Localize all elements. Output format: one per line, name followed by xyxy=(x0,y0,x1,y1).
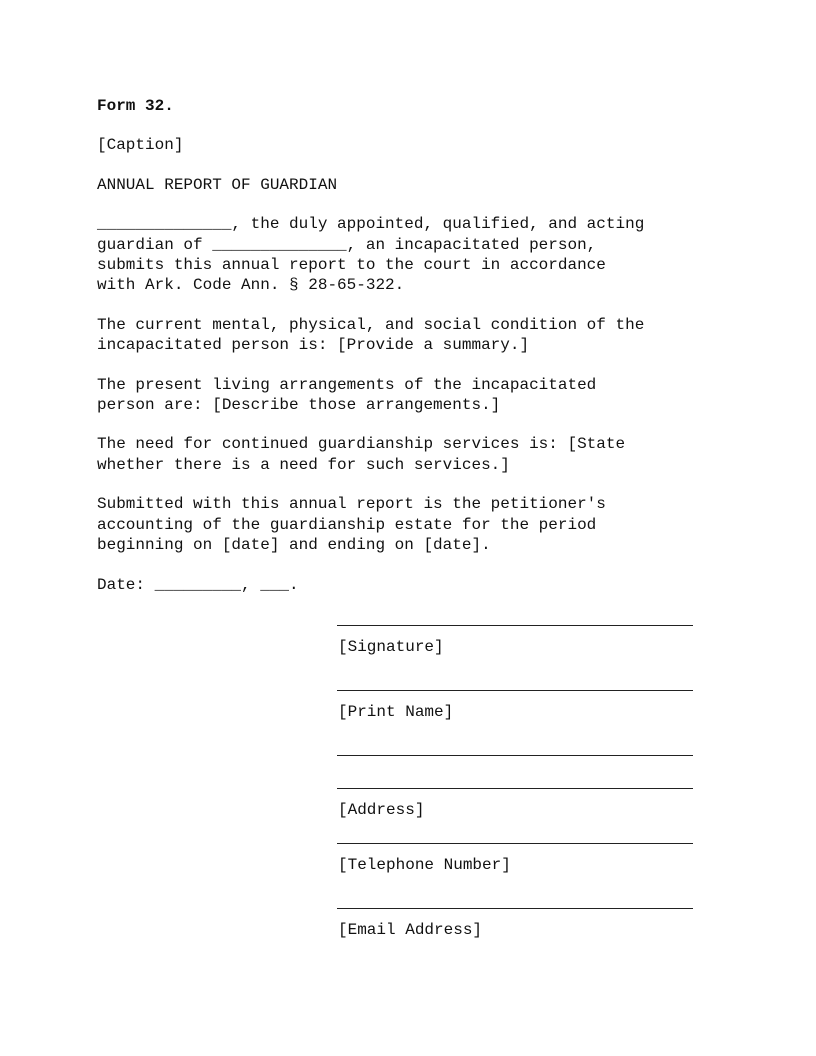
guardianship-need-paragraph: The need for continued guardianship services is: [State whether there is a need for such services.] xyxy=(97,435,626,474)
email-line xyxy=(337,908,693,909)
print-name-label: [Print Name] xyxy=(338,703,454,721)
address-label: [Address] xyxy=(338,801,425,819)
form-body xyxy=(97,96,737,595)
address-line-2 xyxy=(337,788,693,789)
living-arrangements-paragraph: The present living arrangements of the incapacitated person are: [Describe those arrangements.] xyxy=(97,375,597,415)
print-name-line xyxy=(337,690,693,691)
telephone-line xyxy=(337,843,693,844)
document-heading: ANNUAL REPORT OF GUARDIAN xyxy=(97,175,338,194)
signature-label: [Signature] xyxy=(338,638,444,656)
signature-line xyxy=(337,625,693,626)
email-label: [Email Address] xyxy=(338,921,483,939)
accounting-paragraph: Submitted with this annual report is the petitioner's accounting of the guardianship estate for the period beginning on [date] and ending on [date]. xyxy=(97,495,606,555)
date-line: Date: _________, ___. xyxy=(97,575,299,594)
telephone-label: [Telephone Number] xyxy=(338,856,511,874)
condition-paragraph: The current mental, physical, and social condition of the incapacitated person is: [Provide a summary.] xyxy=(97,315,645,355)
address-line-1 xyxy=(337,755,693,756)
caption: [Caption] xyxy=(97,136,184,155)
intro-paragraph: ______________, the duly appointed, qualified, and acting guardian of ______________, an incapacitated person, submits this annual report to the court in accordance with Ark. Code Ann. § 28-65-322. xyxy=(97,215,645,295)
form-title: Form 32. xyxy=(97,97,174,115)
